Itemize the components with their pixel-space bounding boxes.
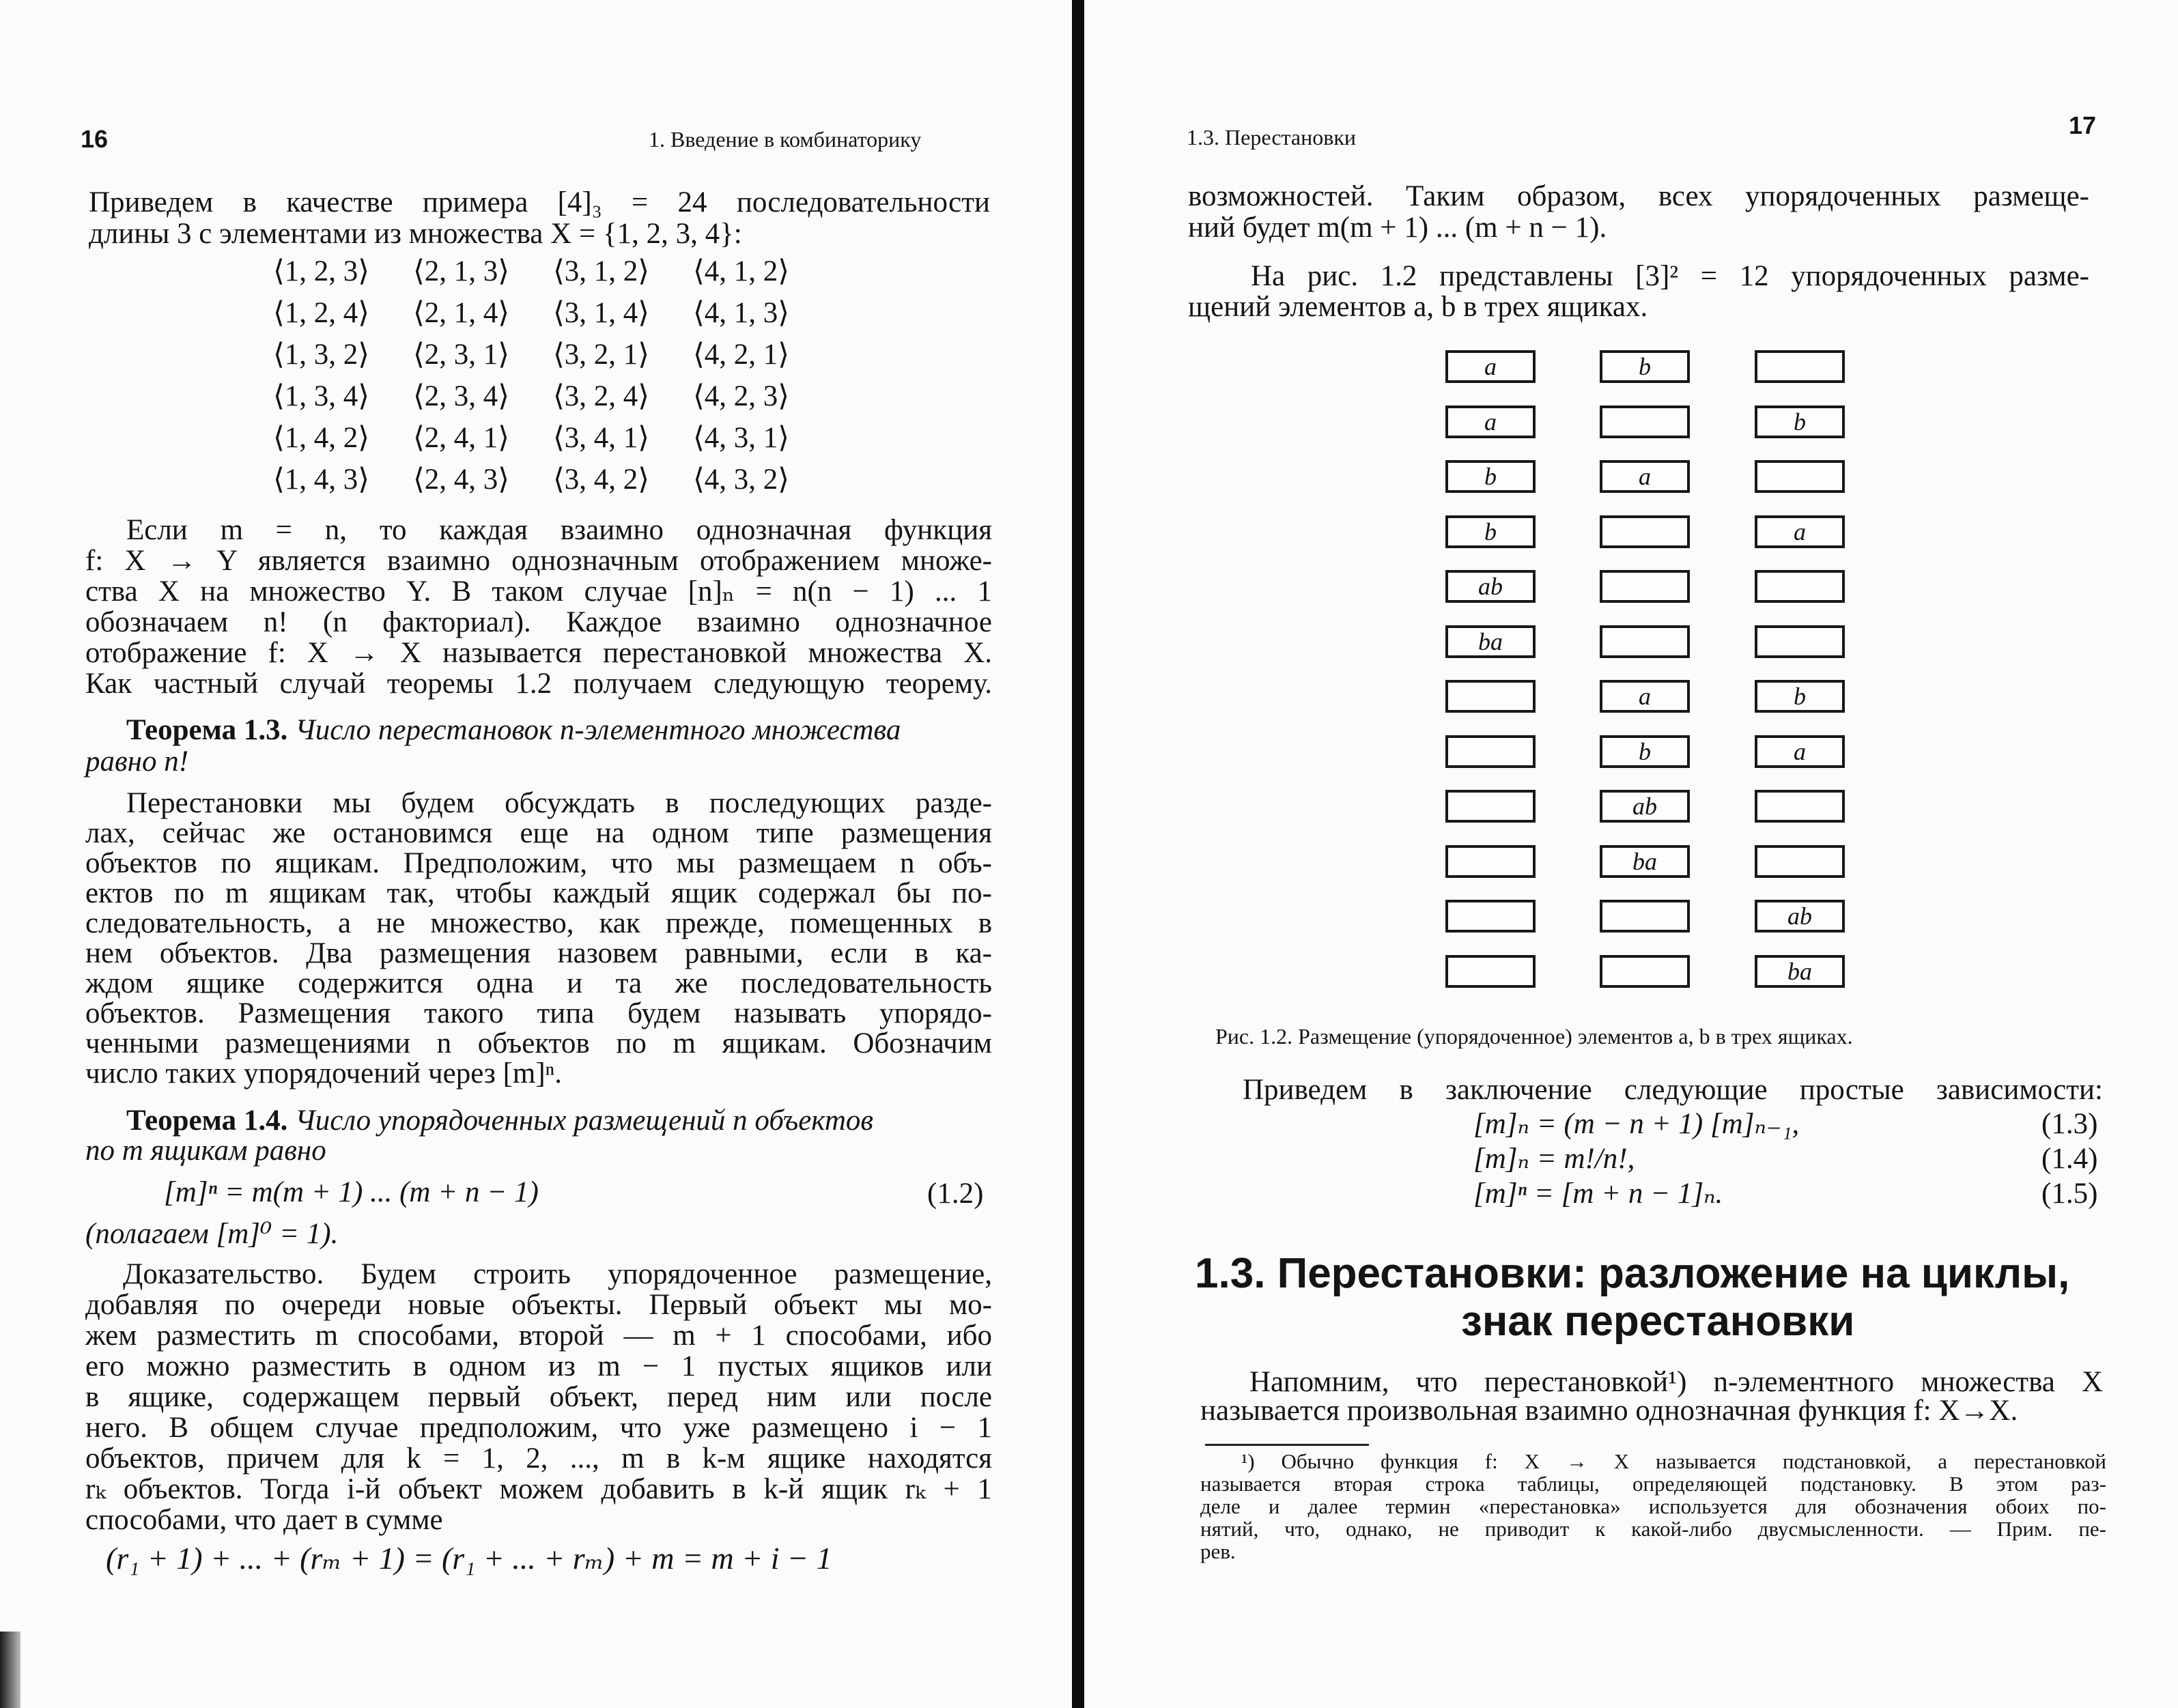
text-line: Если m = n, то каждая взаимно однозначная функция — [126, 514, 992, 546]
equation-number: (1.4) — [2041, 1143, 2098, 1175]
tuple-row — [273, 296, 833, 330]
tuple-cell: ⟨4, 3, 2⟩ — [693, 464, 790, 496]
footnote-line: нятий, что, однако, не приводит к какой-либо двусмысленности. — Прим. пе- — [1200, 1517, 2106, 1541]
tuple-row — [273, 421, 833, 455]
arrangement-box — [1600, 625, 1690, 658]
arrangement-box: a — [1755, 735, 1845, 768]
text-line: объектов по ящикам. Предположим, что мы размещаем n объ- — [85, 847, 992, 879]
theorem-text: равно n! — [85, 745, 189, 778]
arrangement-box — [1755, 350, 1845, 383]
text-line: объектов, причем для k = 1, 2, ..., m в k-м ящике находятся — [85, 1442, 992, 1475]
footnote-rule — [1205, 1444, 1369, 1446]
arrangement-box — [1600, 405, 1690, 438]
running-header-left: 1. Введение в комбинаторику — [649, 127, 922, 152]
text-line: его можно разместить в одном из m − 1 пустых ящиков или — [85, 1350, 992, 1382]
equation-number: (1.2) — [927, 1178, 984, 1210]
arrangement-box: ba — [1755, 955, 1845, 988]
theorem-label: Теорема 1.3. — [126, 714, 288, 746]
arrangement-box — [1755, 790, 1845, 823]
page-number-left: 16 — [81, 125, 109, 153]
arrangement-box: a — [1600, 460, 1690, 493]
figure-intro-line: щений элементов a, b в трех ящиках. — [1188, 291, 1648, 323]
tuple-cell: ⟨2, 1, 3⟩ — [413, 255, 510, 287]
arrangement-box — [1755, 625, 1845, 658]
text-line: Перестановки мы будем обсуждать в последующих разде- — [126, 787, 992, 819]
assumption-text: (полагаем [m]⁰ = 1). — [85, 1218, 339, 1250]
tuple-cell: ⟨1, 4, 2⟩ — [273, 422, 370, 454]
continuation-line: ний будет m(m + 1) ... (m + n − 1). — [1188, 212, 1607, 244]
arrangement-box: ab — [1445, 570, 1536, 603]
equation-number: (1.5) — [2041, 1178, 2098, 1210]
theorem-label: Теорема 1.4. — [126, 1105, 288, 1137]
text-line: обозначаем n! (n факториал). Каждое взаимно однозначное — [85, 606, 992, 638]
tuple-cell: ⟨3, 2, 4⟩ — [553, 380, 650, 412]
arrangement-box — [1445, 680, 1536, 713]
arrangement-box: a — [1600, 680, 1690, 713]
arrangement-box: a — [1755, 515, 1845, 548]
arrangement-box — [1755, 570, 1845, 603]
text-line: отображение f: X → X называется перестановкой множества X. — [85, 637, 992, 669]
arrangement-box: b — [1445, 515, 1536, 548]
section-title: 1.3. Перестановки: разложение на циклы, — [1195, 1250, 2070, 1297]
arrangement-box: ba — [1445, 625, 1536, 658]
tuple-cell: ⟨2, 3, 1⟩ — [413, 339, 510, 371]
text-line: ства X на множество Y. В таком случае [n]ₙ = n(n − 1) ... 1 — [85, 575, 992, 608]
theorem-1-4 — [126, 1104, 873, 1138]
figure-intro-line: На рис. 1.2 представлены [3]² = 12 упорядоченных разме- — [1251, 260, 2089, 292]
relation-formula: [m]ₙ = (m − n + 1) [m]ₙ₋₁, — [1473, 1108, 1800, 1140]
section-line: называется произвольная взаимно однозначная функция f: X→X. — [1200, 1395, 2018, 1427]
section-line: Напомним, что перестановкой¹) n-элементного множества X — [1249, 1366, 2103, 1398]
text-line: ждом ящике содержится одна и та же последовательность — [85, 967, 992, 999]
arrangement-box: ba — [1600, 845, 1690, 878]
tuple-cell: ⟨1, 4, 3⟩ — [273, 464, 370, 496]
tuple-cell: ⟨1, 2, 3⟩ — [273, 255, 370, 287]
text-line: f: X → Y является взаимно однозначным отображением множе- — [85, 545, 992, 577]
intro-line: длины 3 с элементами из множества X = {1, 2, 3, 4}: — [89, 218, 742, 250]
formula-1-2: [m]ⁿ = m(m + 1) ... (m + n − 1) — [164, 1176, 539, 1208]
tuple-cell: ⟨4, 3, 1⟩ — [693, 422, 790, 454]
tuple-cell: ⟨2, 4, 3⟩ — [413, 464, 510, 496]
arrangement-box: ab — [1755, 900, 1845, 933]
arrangement-box — [1445, 900, 1536, 933]
arrangement-box — [1755, 460, 1845, 493]
tuple-row — [273, 380, 833, 414]
text-line: объектов. Размещения такого типа будем называть упорядо- — [85, 997, 992, 1029]
theorem-text: по m ящикам равно — [85, 1135, 326, 1167]
text-line: способами, что дает в сумме — [85, 1504, 443, 1536]
text-line: жем разместить m способами, второй — m + 1 способами, ибо — [85, 1320, 992, 1352]
tuple-cell: ⟨2, 4, 1⟩ — [413, 422, 510, 454]
final-formula: (r₁ + 1) + ... + (rₘ + 1) = (r₁ + ... + rₘ) + m = m + i − 1 — [106, 1541, 832, 1576]
text-line: в ящике, содержащем первый объект, перед ним или после — [85, 1381, 992, 1413]
arrangement-box: b — [1600, 735, 1690, 768]
relations-intro: Приведем в заключение следующие простые зависимости: — [1243, 1074, 2103, 1106]
arrangement-box: a — [1445, 350, 1536, 383]
tuple-cell: ⟨1, 3, 2⟩ — [273, 339, 370, 371]
arrangement-box: a — [1445, 405, 1536, 438]
tuple-cell: ⟨2, 3, 4⟩ — [413, 380, 510, 412]
continuation-line: возможностей. Таким образом, всех упорядоченных размеще- — [1188, 180, 2089, 212]
text-line: лах, сейчас же остановимся еще на одном типе размещения — [85, 817, 992, 849]
text-line: rₖ объектов. Тогда i-й объект можем добавить в k-й ящик rₖ + 1 — [85, 1473, 992, 1505]
tuple-cell: ⟨1, 3, 4⟩ — [273, 380, 370, 412]
arrangement-box — [1445, 735, 1536, 768]
text-line: следовательность, а не множество, как прежде, помещенных в — [85, 907, 992, 939]
text-line: ченными размещениями n объектов по m ящикам. Обозначим — [85, 1027, 992, 1059]
tuple-cell: ⟨3, 4, 1⟩ — [553, 422, 650, 454]
arrangement-box: b — [1755, 405, 1845, 438]
page-edge-shadow — [0, 1632, 20, 1708]
footnote-line: деле и далее термин «перестановка» используется для обозначения обоих по- — [1200, 1494, 2106, 1518]
tuple-cell: ⟨4, 1, 3⟩ — [693, 297, 790, 329]
footnote-line: рев. — [1200, 1539, 1236, 1563]
footnote-line: называется вторая строка таблицы, определяющей подстановку. В этом раз- — [1200, 1472, 2106, 1496]
tuple-cell: ⟨4, 2, 1⟩ — [693, 339, 790, 371]
tuple-cell: ⟨1, 2, 4⟩ — [273, 297, 370, 329]
text-line: него. В общем случае предположим, что уже размещено i − 1 — [85, 1412, 992, 1444]
running-header-right: 1.3. Перестановки — [1187, 125, 1356, 150]
arrangement-box — [1600, 900, 1690, 933]
arrangement-box — [1600, 515, 1690, 548]
page-number-right: 17 — [2069, 111, 2097, 139]
tuple-row — [273, 338, 833, 372]
tuple-row — [273, 255, 833, 289]
arrangement-box — [1445, 955, 1536, 988]
equation-number: (1.3) — [2041, 1108, 2098, 1140]
section-title: знак перестановки — [1461, 1298, 1855, 1345]
theorem-1-3 — [126, 713, 901, 748]
text-line: Доказательство. Будем строить упорядоченное размещение, — [123, 1258, 992, 1290]
relation-formula: [m]ⁿ = [m + n − 1]ₙ. — [1473, 1178, 1723, 1210]
tuple-row — [273, 463, 833, 497]
text-line: ектов по m ящикам так, чтобы каждый ящик содержал бы по- — [85, 877, 992, 909]
theorem-text: Число перестановок n-элементного множества — [295, 714, 901, 746]
text-line: нем объектов. Два размещения назовем равными, если в ка- — [85, 937, 992, 969]
figure-caption: Рис. 1.2. Размещение (упорядоченное) элементов a, b в трех ящиках. — [1215, 1024, 1853, 1049]
relation-formula: [m]ₙ = m!/n!, — [1473, 1143, 1635, 1175]
intro-line: Приведем в качестве примера [4]₃ = 24 последовательности — [89, 186, 990, 218]
footnote-line: ¹) Обычно функция f: X → X называется подстановкой, а перестановкой — [1241, 1449, 2106, 1473]
tuple-cell: ⟨4, 2, 3⟩ — [693, 380, 790, 412]
text-line: Как частный случай теоремы 1.2 получаем следующую теорему. — [85, 668, 992, 700]
theorem-text: Число упорядоченных размещений n объектов — [295, 1105, 874, 1137]
tuple-cell: ⟨2, 1, 4⟩ — [413, 297, 510, 329]
arrangement-box — [1600, 955, 1690, 988]
tuple-cell: ⟨3, 1, 4⟩ — [553, 297, 650, 329]
book-gutter — [1072, 0, 1084, 1708]
arrangement-box: b — [1600, 350, 1690, 383]
tuple-cell: ⟨3, 4, 2⟩ — [553, 464, 650, 496]
arrangement-box — [1445, 790, 1536, 823]
tuple-cell: ⟨3, 2, 1⟩ — [553, 339, 650, 371]
arrangement-box: b — [1445, 460, 1536, 493]
tuple-cell: ⟨3, 1, 2⟩ — [553, 255, 650, 287]
arrangement-box: b — [1755, 680, 1845, 713]
text-line: число таких упорядочений через [m]ⁿ. — [85, 1057, 562, 1090]
tuple-cell: ⟨4, 1, 2⟩ — [693, 255, 790, 287]
arrangement-box — [1445, 845, 1536, 878]
arrangement-box — [1755, 845, 1845, 878]
arrangement-box — [1600, 570, 1690, 603]
text-line: добавляя по очереди новые объекты. Первый объект мы мо- — [85, 1289, 992, 1321]
arrangement-box: ab — [1600, 790, 1690, 823]
